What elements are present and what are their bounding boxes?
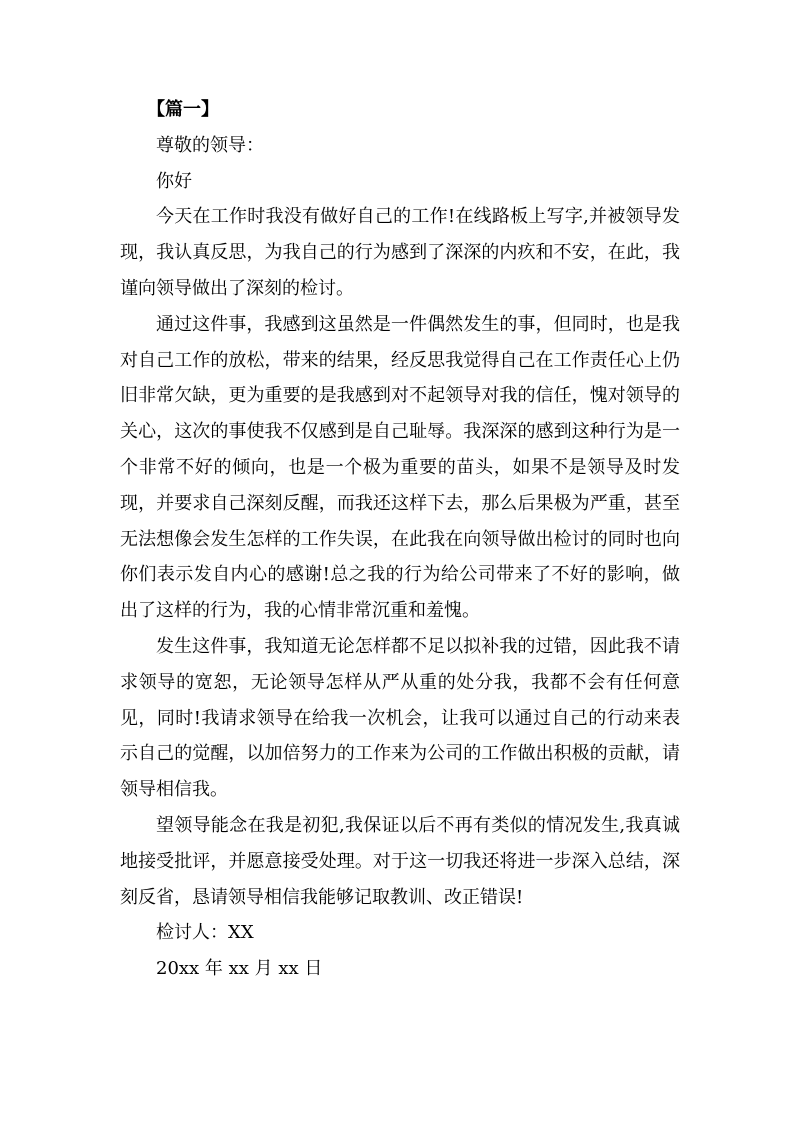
salutation: 尊敬的领导： [156, 134, 264, 156]
date: 20xx 年 xx 月 xx 日 [156, 958, 323, 980]
paragraph-1: 今天在工作时我没有做好自己的工作!在线路板上写字,并被领导发现，我认真反思，为我自己的行为感到了深深的内疚和不安，在此，我谨向领导做出了深刻的检讨。 [120, 206, 680, 299]
greeting: 你好 [156, 170, 192, 192]
paragraph-3: 发生这件事，我知道无论怎样都不足以拟补我的过错，因此我不请求领导的宽恕，无论领导怎样从严从重的处分我，我都不会有任何意见，同时!我请求领导在给我一次机会，让我可以通过自己的行动来表示自己的觉醒，以加倍努力的工作来为公司的工作做出积极的贡献，请领导相信我。 [120, 635, 680, 801]
document-body [120, 92, 680, 987]
paragraph-2: 通过这件事，我感到这虽然是一件偶然发生的事，但同时，也是我对自己工作的放松，带来的结果，经反思我觉得自己在工作责任心上仍旧非常欠缺，更为重要的是我感到对不起领导对我的信任，愧对领导的关心，这次的事使我不仅感到是自己耻辱。我深深的感到这种行为是一个非常不好的倾向，也是一个极为重要的苗头，如果不是领导及时发现，并要求自己深刻反醒，而我还这样下去，那么后果极为严重，甚至无法想像会发生怎样的工作失误，在此我在向领导做出检讨的同时也向你们表示发自内心的感谢!总之我的行为给公司带来了不好的影响，做出了这样的行为，我的心情非常沉重和羞愧。 [120, 313, 680, 622]
signature: 检讨人：XX [156, 922, 254, 944]
document-heading: 【篇一】 [147, 99, 219, 120]
paragraph-4: 望领导能念在我是初犯,我保证以后不再有类似的情况发生,我真诚地接受批评，并愿意接受处理。对于这一切我还将进一步深入总结，深刻反省，恳请领导相信我能够记取教训、改正错误! [120, 814, 680, 908]
